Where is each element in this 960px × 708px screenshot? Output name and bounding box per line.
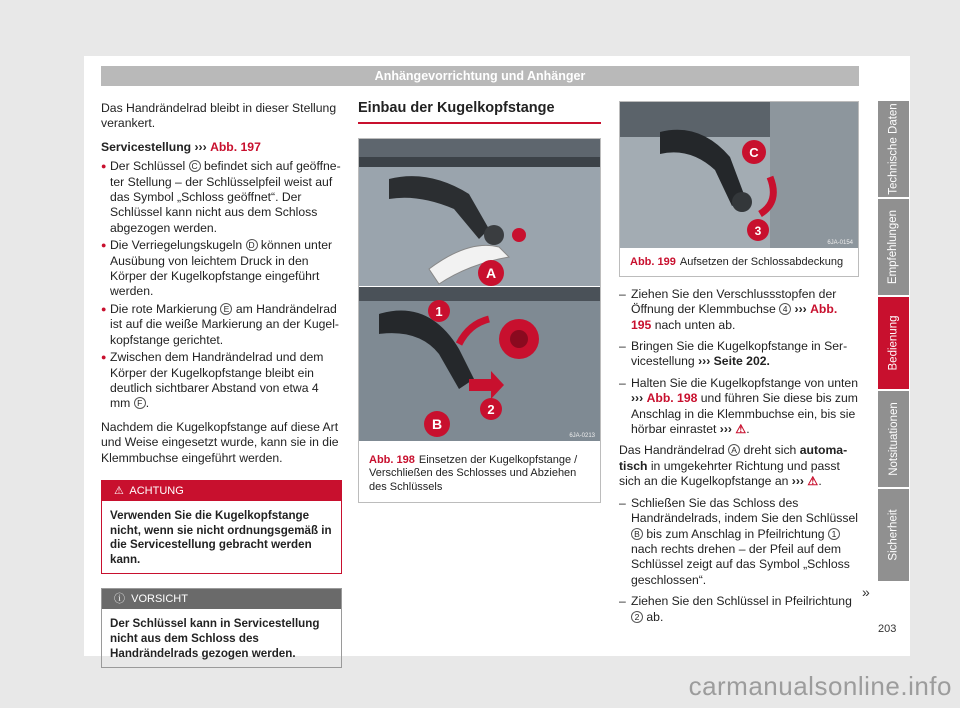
column-right: [619, 101, 859, 631]
list-item: ● Zwischen dem Handrändelrad und dem Körper der Kugelkopfstange bleibt ein deutlich sichtbarer Abstand von etwa 4 mm F .: [101, 350, 342, 412]
figure-199-illustration: [620, 102, 858, 248]
fig-label-c: C: [749, 145, 759, 160]
figure-code: 6JA-0213: [569, 433, 595, 440]
figure-link[interactable]: Abb. 195: [631, 302, 838, 332]
tab-empfehlungen[interactable]: Empfehlungen: [878, 199, 909, 295]
list-item: – Halten Sie die Kugelkopfstange von unten ››› Abb. 198 und führen Sie diese bis zum Anschlag in die Klemmbuchse ein, bis sie hörbar einrastet ››› ⚠.: [619, 376, 859, 438]
tab-sicherheit[interactable]: Sicherheit: [878, 489, 909, 581]
caution-text: Der Schlüssel kann in Servicestellung nicht aus dem Schloss des Handrändelrads gezogen werden.: [110, 617, 320, 660]
list-item: ● Die rote Markierung E am Handrändelrad ist auf die weiße Markierung an der Kugelkopfstange gerichtet.: [101, 302, 342, 348]
list-item: ● Die Verriegelungskugeln D können unter Ausübung von leichtem Druck in den Körper der Kugelkopfstange eingeführt werden.: [101, 238, 342, 300]
badge-1: 1: [828, 528, 840, 540]
service-heading: Servicestellung ››› Abb. 197: [101, 139, 261, 154]
list-item: – Bringen Sie die Kugelkopfstange in Servicestellung ››› Seite 202.: [619, 339, 859, 370]
warning-header: ⚠ ACHTUNG: [102, 481, 341, 501]
column-middle: [358, 101, 601, 503]
figure-caption: Abb. 199 Aufsetzen der Schlossabdeckung: [630, 256, 844, 269]
badge-4: 4: [779, 303, 791, 315]
caution-box: [101, 588, 342, 668]
tab-notsituationen[interactable]: Notsituationen: [878, 391, 909, 487]
continue-arrow: »: [862, 584, 870, 600]
chapter-header: Anhängevorrichtung und Anhänger: [101, 66, 859, 86]
watermark: carmanualsonline.info: [688, 671, 952, 701]
badge-b: B: [631, 528, 643, 540]
warning-box: [101, 480, 342, 574]
warning-icon: ⚠: [114, 484, 124, 497]
fig-label-2: 2: [487, 402, 495, 418]
badge-2: 2: [631, 611, 643, 623]
figure-code: 6JA-0154: [827, 240, 853, 246]
list-item: – Schließen Sie das Schloss des Handrändelrads, indem Sie den Schlüssel B bis zum Anschlag in Pfeilrichtung 1 nach rechts drehen – der Pfeil auf dem Schlüssel zeigt auf das Symbol „Schloss geschlossen“.: [619, 496, 859, 588]
intro-text: Das Handrändelrad bleibt in dieser Stellung verankert.: [101, 101, 337, 131]
figure-198-illustration: [359, 139, 600, 441]
fig-label-3: 3: [754, 224, 762, 238]
figure-caption: Abb. 198 Einsetzen der Kugelkopfstange / Verschließen des Schlosses und Abziehen des Schlüssels: [369, 453, 578, 493]
badge-c: C: [189, 160, 201, 172]
column-left: [101, 101, 342, 668]
list-item: – Ziehen Sie den Verschlussstopfen der Öffnung der Klemmbuchse 4 ››› Abb. 195 nach unten ab.: [619, 287, 859, 333]
warning-icon: ⚠: [807, 474, 819, 489]
section-heading: Einbau der Kugelkopfstange: [358, 101, 601, 124]
outro-text: Nachdem die Kugelkopfstange auf diese Art und Weise eingesetzt wurde, kann sie in die Klemmbuchse eingeführt werden.: [101, 419, 339, 465]
caution-header: ⓘ VORSICHT: [102, 589, 341, 609]
badge-f: F: [134, 397, 146, 409]
list-item: ● Der Schlüssel C befindet sich auf geöffneter Stellung – der Schlüsselpfeil weist auf das Symbol „Schloss geöffnet“. Der Schlüssel kann nicht aus dem Schloss abgezogen werden.: [101, 159, 342, 236]
tab-bedienung[interactable]: Bedienung: [878, 297, 909, 389]
page-link[interactable]: Seite 202.: [713, 354, 770, 369]
page-number: 203: [878, 623, 897, 635]
list-item: – Ziehen Sie den Schlüssel in Pfeilrichtung 2 ab.: [619, 594, 859, 625]
fig-label-b: B: [431, 416, 443, 433]
badge-d: D: [246, 239, 258, 251]
warning-icon: ⚠: [735, 422, 747, 437]
tab-technische-daten[interactable]: Technische Daten: [878, 101, 909, 197]
figure-link[interactable]: Abb. 197: [210, 139, 261, 154]
figure-link[interactable]: Abb. 198: [646, 391, 698, 406]
badge-a: A: [728, 444, 740, 456]
fig-label-1: 1: [435, 304, 443, 320]
figure-198: [358, 138, 601, 503]
info-circle-icon: ⓘ: [114, 593, 125, 606]
body-text: Das Handrändelrad A dreht sich automatisch in umgekehrter Richtung und passt sich an die Kugelkopfstange an ››› ⚠.: [619, 443, 848, 489]
badge-e: E: [220, 303, 232, 315]
figure-199: [619, 101, 859, 277]
warning-text: Verwenden Sie die Kugelkopfstange nicht, wenn sie nicht ordnungsgemäß in die Servicestellung gebracht werden kann.: [110, 508, 332, 566]
fig-label-a: A: [485, 265, 497, 282]
